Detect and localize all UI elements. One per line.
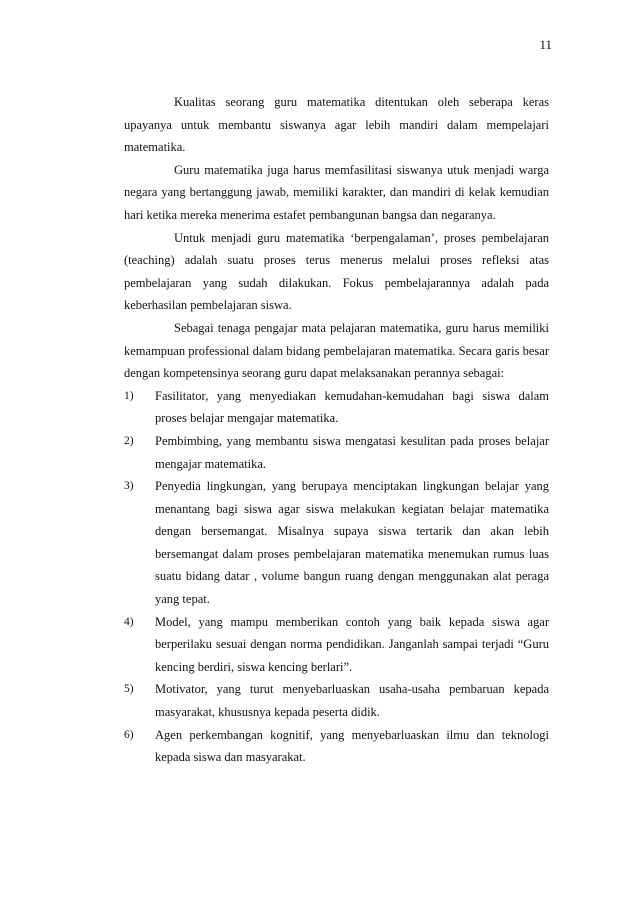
paragraph-1: Kualitas seorang guru matematika ditentukan oleh seberapa keras upayanya untuk membantu siswanya agar lebih mandiri dalam mempelajari matematika. — [124, 95, 549, 155]
list-item — [124, 430, 549, 475]
list-number: 6) — [124, 728, 134, 741]
list-number: 2) — [124, 434, 134, 447]
list-text: Penyedia lingkungan, yang berupaya menciptakan lingkungan belajar yang menantang bagi siswa agar siswa melakukan kegiatan belajar matematika dengan bersemangat. Misalnya supaya siswa tertarik dan akan lebih bersemangat dalam proses pembelajaran matematika menemukan rumus luas suatu bidang datar , volume bangun ruang dengan menggunakan alat peraga yang tepat. — [155, 479, 549, 607]
list-text: Model, yang mampu memberikan contoh yang baik kepada siswa agar berperilaku sesuai dengan norma pendidikan. Janganlah sampai terjadi “Guru kencing berdiri, siswa kencing berlari”. — [155, 614, 549, 674]
list-text: Pembimbing, yang membantu siswa mengatasi kesulitan pada proses belajar mengajar matematika. — [155, 433, 549, 471]
body-text — [124, 91, 549, 769]
paragraph-2: Guru matematika juga harus memfasilitasi siswanya utuk menjadi warga negara yang bertanggung jawab, memiliki karakter, dan mandiri di kelak kemudian hari ketika mereka menerima estafet pembangunan bangsa dan negaranya. — [124, 162, 549, 222]
list-item — [124, 611, 549, 679]
list-number: 5) — [124, 683, 134, 696]
roles-list — [124, 385, 549, 769]
list-number: 1) — [124, 389, 134, 402]
list-number: 4) — [124, 615, 134, 628]
list-item — [124, 385, 549, 430]
list-text: Motivator, yang turut menyebarluaskan usaha-usaha pembaruan kepada masyarakat, khususnya kepada peserta didik. — [155, 682, 549, 720]
page-number: 11 — [539, 37, 552, 52]
list-item — [124, 475, 549, 611]
list-number: 3) — [124, 480, 134, 493]
list-text: Fasilitator, yang menyediakan kemudahan-kemudahan bagi siswa dalam proses belajar mengajar matematika. — [155, 388, 549, 426]
list-text: Agen perkembangan kognitif, yang menyebarluaskan ilmu dan teknologi kepada siswa dan masyarakat. — [155, 727, 549, 765]
list-item — [124, 678, 549, 723]
list-item — [124, 724, 549, 769]
paragraph-4: Sebagai tenaga pengajar mata pelajaran matematika, guru harus memiliki kemampuan professional dalam bidang pembelajaran matematika. Secara garis besar dengan kompetensinya seorang guru dapat melaksanakan perannya sebagai: — [124, 320, 549, 381]
paragraph-3: Untuk menjadi guru matematika ‘berpengalaman’, proses pembelajaran (teaching) adalah suatu proses terus menerus melalui proses refleksi atas pembelajaran yang sudah dilakukan. Fokus pembelajarannya adalah pada keberhasilan pembelajaran siswa. — [124, 230, 549, 313]
